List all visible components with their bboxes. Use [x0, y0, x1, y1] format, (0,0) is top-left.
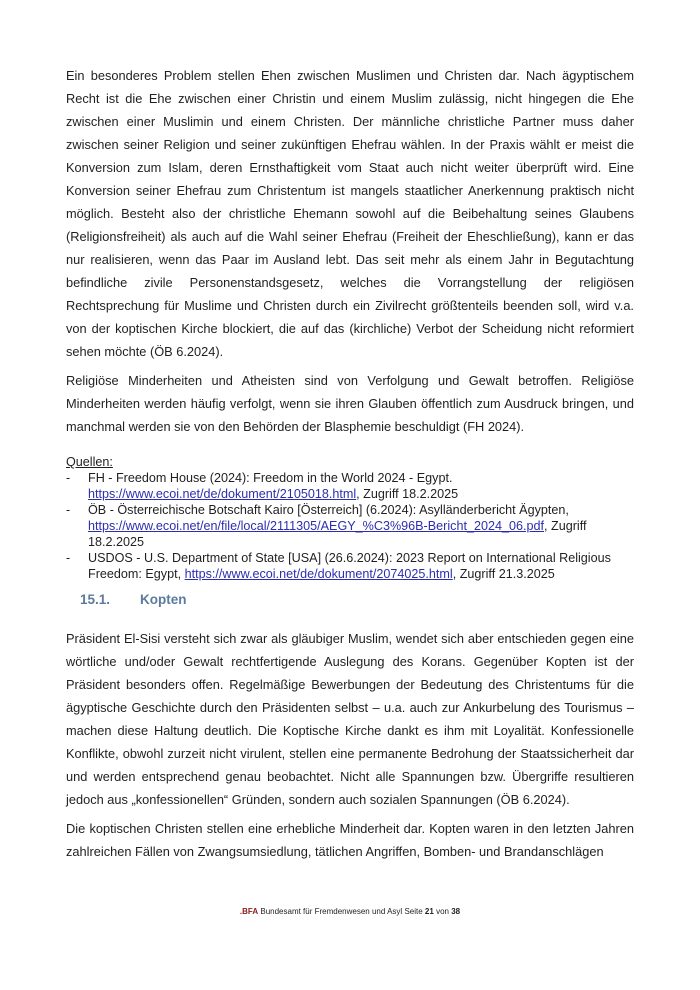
paragraph-elsisi-copts: Präsident El-Sisi versteht sich zwar als gläubiger Muslim, wendet sich aber entschieden gegen eine wörtliche und/oder Gewalt rechtfertigende Auslegung des Korans. Gegenüber Kopten ist der Präsident besonders offen. Regelmäßige Bewerbungen der Bedeutung des Christentums für die ägyptische Geschichte durch den Präsidenten selbst – u.a. auch zur Ankurbelung des Tourismus – machen diese Haltung deutlich. Die Koptische Kirche dankt es ihm mit Loyalität. Konfessionelle Konflikte, obwohl zurzeit nicht virulent, stellen eine permanente Bedrohung der Staatssicherheit dar und werden entsprechend genau beobachtet. Nicht alle Spannungen bzw. Übergriffe resultieren jedoch aus „konfessionellen“ Gründen, sondern auch sozialen Spannungen (ÖB 6.2024). [66, 631, 634, 807]
footer-page-current: 21 [424, 907, 434, 916]
page-footer [0, 906, 700, 918]
footer-of-word: von [436, 907, 449, 916]
source-item [66, 470, 634, 502]
footer-page-word: Seite [404, 907, 423, 916]
section-title: Kopten [140, 592, 187, 607]
page-content [66, 0, 634, 863]
section-heading [66, 592, 634, 608]
section-number: 15.1. [80, 592, 111, 607]
source-bullet: - [66, 471, 71, 485]
source-link[interactable]: https://www.ecoi.net/de/dokument/2105018.html [88, 487, 357, 501]
footer-page-total: 38 [451, 907, 461, 916]
sources-section [66, 454, 634, 582]
paragraph-mixed-marriages: Ein besonderes Problem stellen Ehen zwischen Muslimen und Christen dar. Nach ägyptischem Recht ist die Ehe zwischen einer Christin und einem Muslim zulässig, nicht hingegen die Ehe zwischen einer Muslimin und einem Christen. Der männliche christliche Partner muss daher zwischen seiner Religion und seiner zukünftigen Ehefrau wählen. In der Praxis wählt er meist die Konversion zum Islam, deren Ernsthaftigkeit vom Staat auch nicht weiter überprüft wird. Eine Konversion seiner Ehefrau zum Christentum ist mangels staatlicher Anerkennung praktisch nicht möglich. Besteht also der christliche Ehemann sowohl auf die Beibehaltung seines Glaubens (Religionsfreiheit) als auch auf die Wahl seiner Ehefrau (Freiheit der Eheschließung), kann er das nur realisieren, wenn das Paar im Ausland lebt. Das seit mehr als einem Jahr in Begutachtung befindliche zivile Personenstandsgesetz, welches die Vorrangstellung der religiösen Rechtsprechung für Muslime und Christen durch ein Zivilrecht größtenteils beenden soll, wird v.a. von der koptischen Kirche blockiert, die auf das (kirchliche) Verbot der Scheidung nicht reformiert sehen möchte (ÖB 6.2024). [66, 68, 634, 359]
source-bullet: - [66, 551, 71, 565]
bfa-logo: .BFA [239, 907, 259, 916]
source-link[interactable]: https://www.ecoi.net/en/file/local/2111305/AEGY_%C3%96B-Bericht_2024_06.pdf [88, 519, 544, 533]
source-text: FH - Freedom House (2024): Freedom in the World 2024 - Egypt. https://www.ecoi.net/de/dokument/2105018.html, Zugriff 18.2.2025 [88, 471, 459, 501]
source-bullet: - [66, 503, 71, 517]
source-item [66, 550, 634, 582]
source-text: USDOS - U.S. Department of State [USA] (26.6.2024): 2023 Report on International Religious Freedom: Egypt, https://www.ecoi.net/de/dokument/2074025.html, Zugriff 21.3.2025 [88, 551, 611, 581]
paragraph-coptic-minority: Die koptischen Christen stellen eine erhebliche Minderheit dar. Kopten waren in den letzten Jahren zahlreichen Fällen von Zwangsumsiedlung, tätlichen Angriffen, Bomben- und Brandanschlägen [66, 821, 634, 859]
source-item [66, 502, 634, 550]
source-link[interactable]: https://www.ecoi.net/de/dokument/2074025.html [184, 567, 453, 581]
footer-org-name: Bundesamt für Fremdenwesen und Asyl [260, 907, 403, 916]
paragraph-religious-minorities: Religiöse Minderheiten und Atheisten sind von Verfolgung und Gewalt betroffen. Religiöse Minderheiten werden häufig verfolgt, wenn sie ihren Glauben öffentlich zum Ausdruck bringen, und manchmal werden sie von den Behörden der Blasphemie beschuldigt (FH 2024). [66, 373, 634, 434]
source-text: ÖB - Österreichische Botschaft Kairo [Österreich] (6.2024): Asylländerbericht Ägypten, https://www.ecoi.net/en/file/local/2111305/AEGY_%C3%96B-Bericht_2024_06.pdf, Zugriff 18.2.2025 [88, 503, 587, 549]
sources-title: Quellen: [66, 455, 113, 469]
sources-list [66, 470, 634, 582]
